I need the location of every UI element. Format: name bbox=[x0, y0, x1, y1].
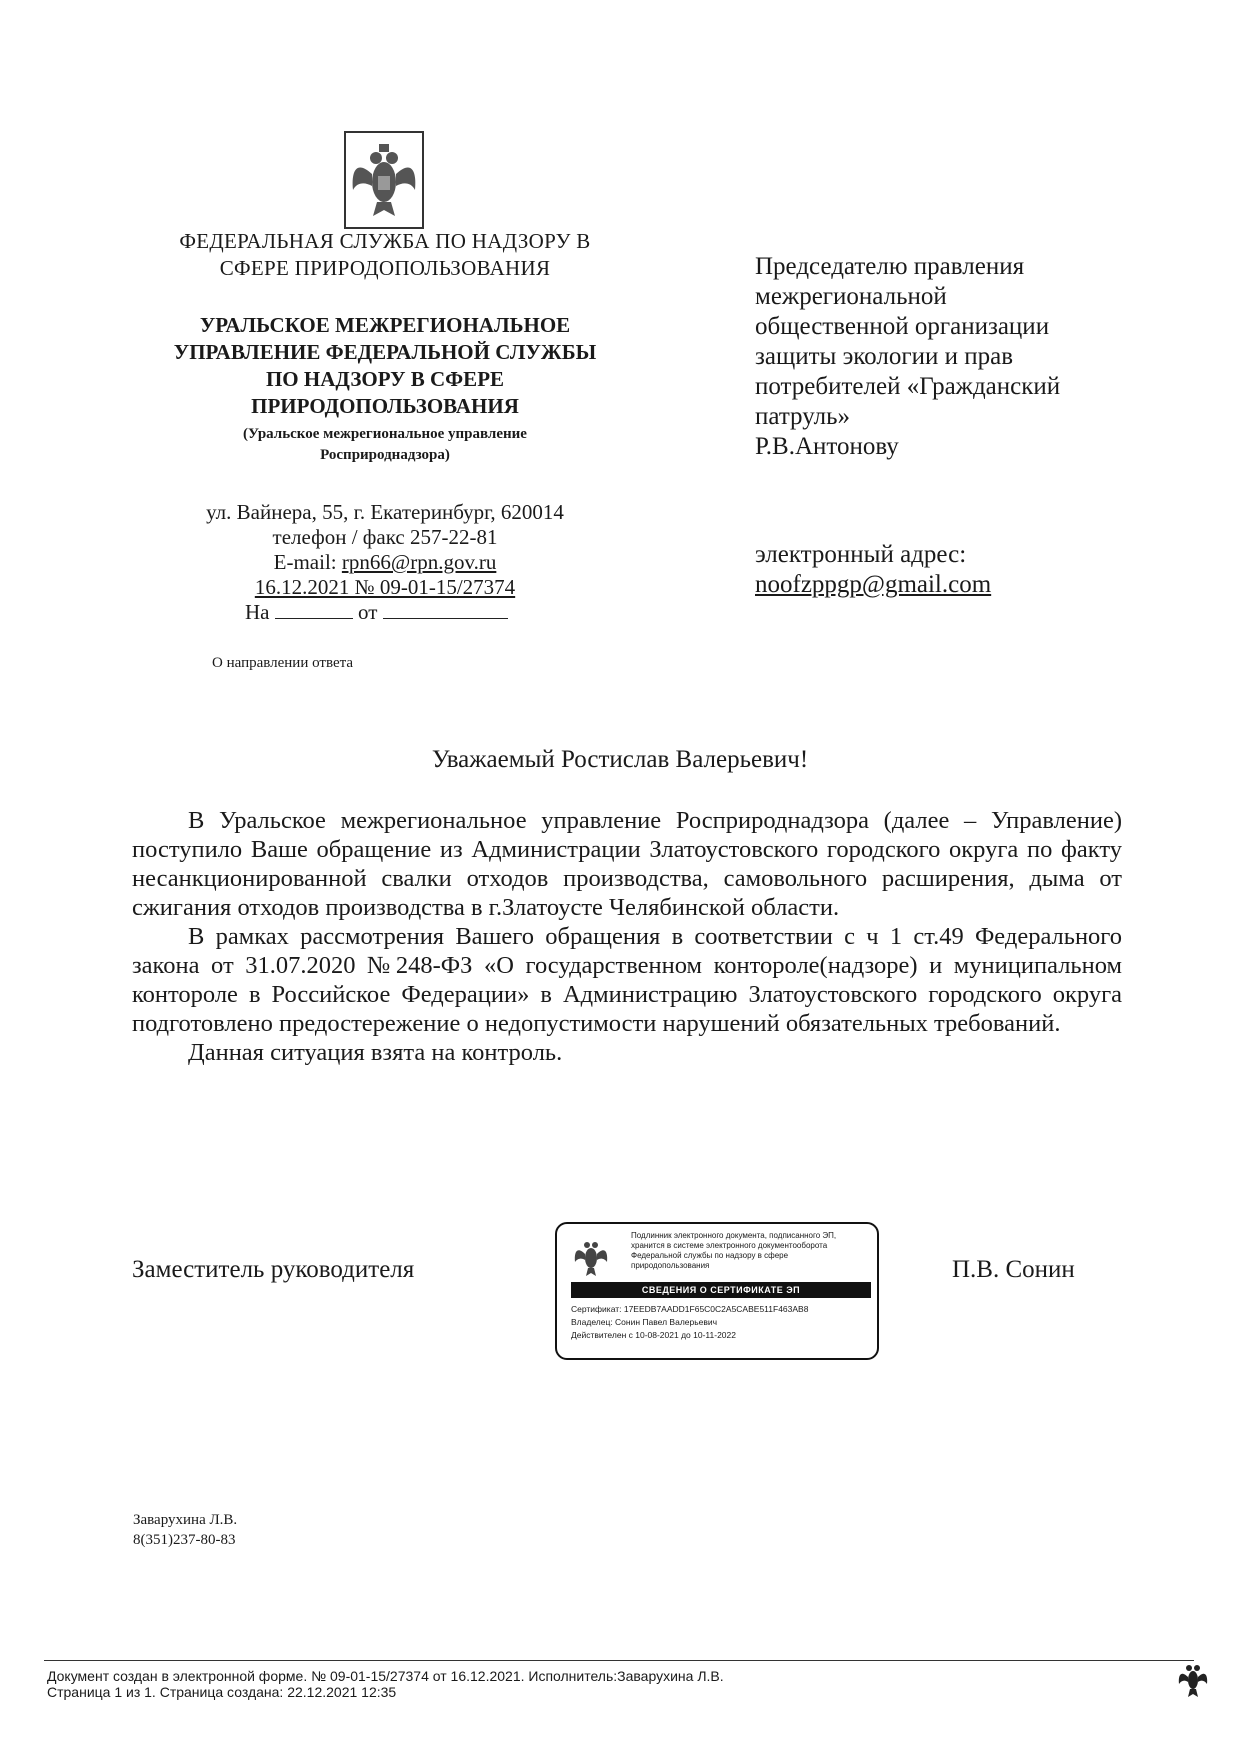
stamp-note-line: хранится в системе электронного документооборота bbox=[631, 1241, 828, 1250]
reference-line bbox=[150, 600, 620, 625]
department-line: УРАЛЬСКОЕ МЕЖРЕГИОНАЛЬНОЕ bbox=[199, 313, 571, 337]
recipient-email-link[interactable]: noofzppgp@gmail.com bbox=[755, 571, 992, 598]
department-short-line: (Уральское межрегиональное управление bbox=[243, 426, 527, 442]
executor-block bbox=[133, 1510, 237, 1550]
sender-phone: телефон / факс 257-22-81 bbox=[272, 525, 498, 549]
stamp-note-line: Подлинник электронного документа, подписанного ЭП, bbox=[631, 1231, 837, 1240]
recipient-email-label: электронный адрес: bbox=[755, 541, 967, 568]
department-line: ПО НАДЗОРУ В СФЕРЕ bbox=[265, 367, 505, 391]
reference-ot-label: от bbox=[358, 600, 378, 624]
recipient-block bbox=[755, 252, 1135, 462]
coat-of-arms-icon bbox=[571, 1232, 611, 1280]
e-signature-stamp bbox=[555, 1222, 879, 1360]
agency-line: ФЕДЕРАЛЬНАЯ СЛУЖБА ПО НАДЗОРУ В bbox=[179, 229, 591, 253]
agency-name bbox=[130, 228, 640, 282]
stamp-validity: Действителен с 10-08-2021 до 10-11-2022 bbox=[571, 1330, 736, 1340]
recipient-line: патруль» bbox=[755, 403, 851, 430]
recipient-line: межрегиональной bbox=[755, 283, 947, 310]
reference-na-label: На bbox=[245, 600, 270, 624]
stamp-note bbox=[631, 1231, 875, 1271]
footer-line: Страница 1 из 1. Страница создана: 22.12.2021 12:35 bbox=[47, 1684, 397, 1700]
stamp-owner: Владелец: Сонин Павел Валерьевич bbox=[571, 1317, 718, 1327]
footer bbox=[47, 1668, 724, 1700]
sender-email-link[interactable]: rpn66@rpn.gov.ru bbox=[341, 550, 497, 574]
body-paragraph: В Уральское межрегиональное управление Росприроднадзора (далее – Управление) поступило Ваше обращение из Администрации Златоустовского городского округа по факту несанкционированной свалки отходов производства, самовольного расширения, дыма от сжигания отходов производства в г.Златоусте Челябинской области. bbox=[132, 807, 1122, 921]
letter-subject: О направлении ответа bbox=[212, 655, 354, 671]
department-name bbox=[130, 312, 640, 420]
letter-body bbox=[132, 806, 1122, 1067]
executor-name: Заварухина Л.В. bbox=[133, 1512, 238, 1528]
recipient-line: защиты экологии и прав bbox=[755, 343, 1013, 370]
executor-phone: 8(351)237-80-83 bbox=[133, 1532, 236, 1548]
recipient-line: Р.В.Антонову bbox=[755, 433, 899, 460]
signer-title: Заместитель руководителя bbox=[132, 1256, 415, 1283]
sender-email-line bbox=[150, 550, 620, 575]
body-paragraph: Данная ситуация взята на контроль. bbox=[188, 1039, 563, 1066]
stamp-certificate: Сертификат: 17EEDB7AADD1F65C0C2A5CABE511F463AB8 bbox=[571, 1304, 809, 1314]
reference-date-blank bbox=[383, 600, 508, 619]
stamp-header: СВЕДЕНИЯ О СЕРТИФИКАТЕ ЭП bbox=[571, 1282, 871, 1298]
sender-address-block bbox=[150, 500, 620, 625]
reference-number-blank bbox=[275, 600, 353, 619]
coat-of-arms-icon bbox=[1176, 1658, 1210, 1700]
footer-line: Документ создан в электронной форме. № 09-01-15/27374 от 16.12.2021. Исполнитель:Заварухина Л.В. bbox=[47, 1668, 724, 1684]
recipient-line: потребителей «Гражданский bbox=[755, 373, 1061, 400]
signer-name: П.В. Сонин bbox=[952, 1256, 1075, 1283]
stamp-note-line: природопользования bbox=[631, 1261, 710, 1270]
department-short-name bbox=[130, 424, 640, 466]
recipient-email-block bbox=[755, 540, 1155, 600]
agency-line: СФЕРЕ ПРИРОДОПОЛЬЗОВАНИЯ bbox=[219, 256, 551, 280]
department-short-line: Росприроднадзора) bbox=[320, 447, 450, 463]
body-paragraph: В рамках рассмотрения Вашего обращения в соответствии с ч 1 ст.49 Федерального закона от 31.07.2020 №248-ФЗ «О государственном конторолe(надзоре) и муниципальном конторолe в Российское Федерации» в Администрацию Златоустовского городского округа подготовлено предостережение о недопустимости нарушений обязательных требований. bbox=[132, 923, 1122, 1037]
footer-divider bbox=[44, 1660, 1194, 1661]
department-line: ПРИРОДОПОЛЬЗОВАНИЯ bbox=[251, 394, 519, 418]
registration-number: 16.12.2021 № 09-01-15/27374 bbox=[254, 575, 516, 599]
greeting: Уважаемый Ростислав Валерьевич! bbox=[431, 746, 809, 773]
sender-address: ул. Вайнера, 55, г. Екатеринбург, 620014 bbox=[206, 500, 564, 524]
coat-of-arms-icon bbox=[343, 130, 425, 230]
recipient-line: Председателю правления bbox=[755, 253, 1025, 280]
stamp-note-line: Федеральной службы по надзору в сфере bbox=[631, 1251, 789, 1260]
department-line: УПРАВЛЕНИЕ ФЕДЕРАЛЬНОЙ СЛУЖБЫ bbox=[173, 340, 597, 364]
recipient-line: общественной организации bbox=[755, 313, 1050, 340]
sender-email-label: E-mail: bbox=[273, 550, 342, 574]
